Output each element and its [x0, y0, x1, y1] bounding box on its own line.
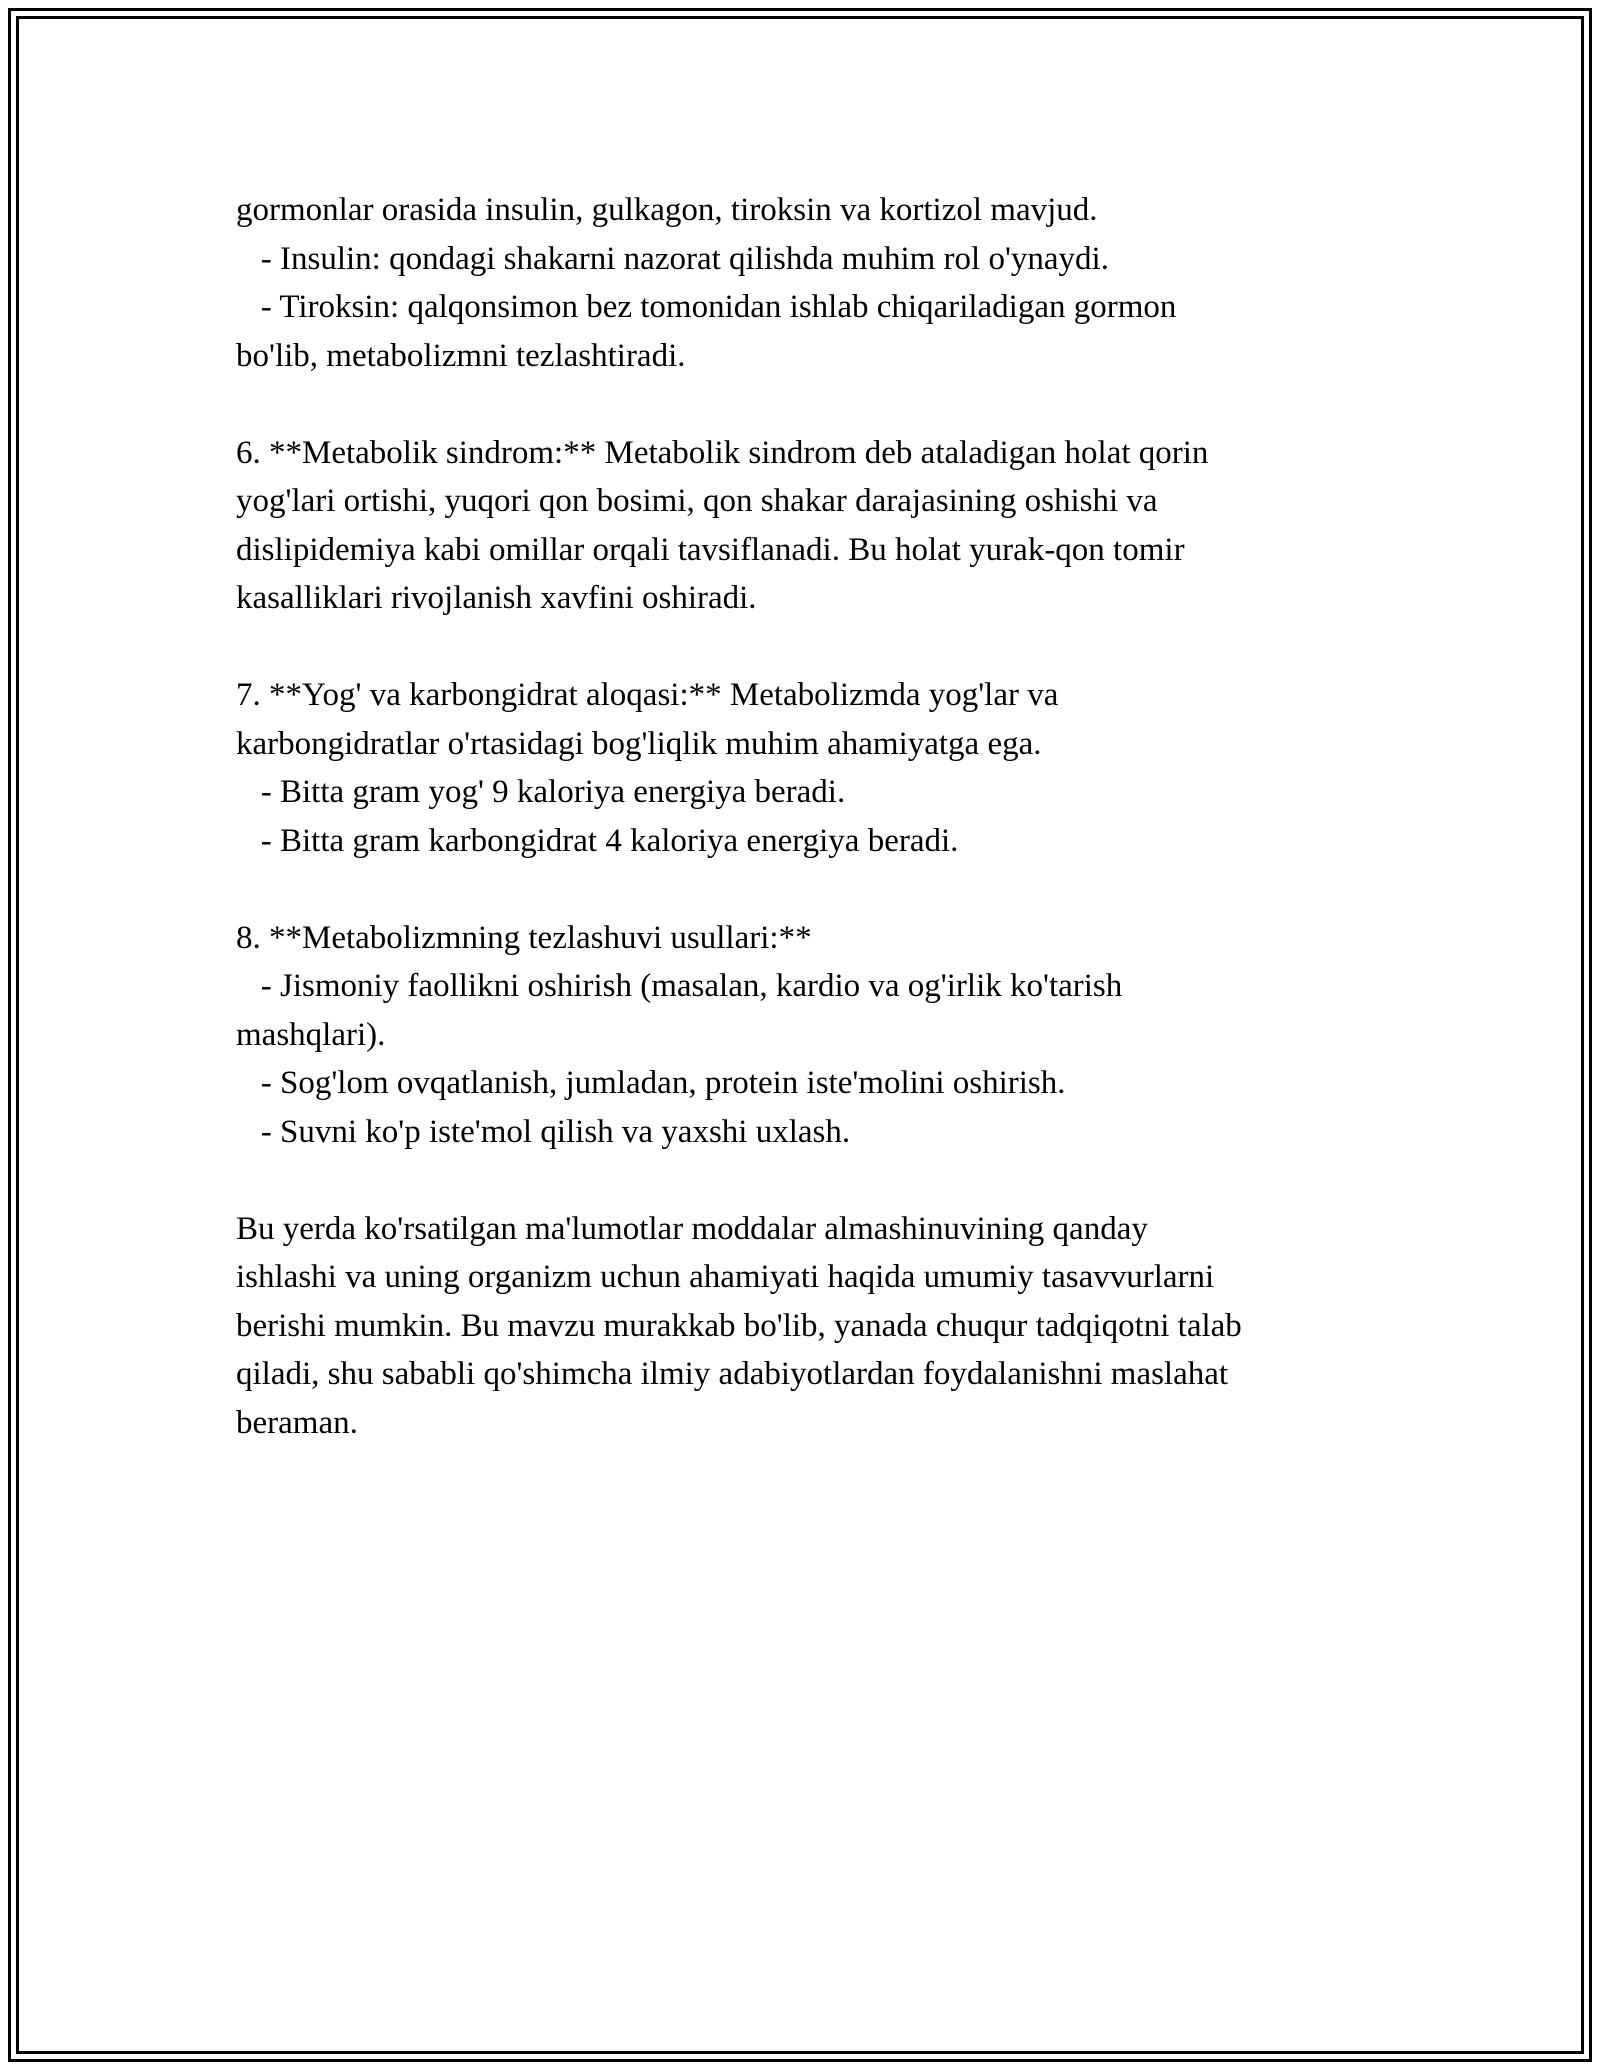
text-line: 8. **Metabolizmning tezlashuvi usullari:** [236, 919, 812, 956]
text-line: - Bitta gram karbongidrat 4 kaloriya energiya beradi. [236, 822, 959, 859]
document-body [236, 186, 1366, 1447]
text-line: - Suvni ko'p iste'mol qilish va yaxshi uxlash. [236, 1113, 851, 1150]
blank-line [236, 865, 1366, 914]
text-line: - Tiroksin: qalqonsimon bez tomonidan ishlab chiqariladigan gormon [236, 289, 1177, 325]
text-line: berishi mumkin. Bu mavzu murakkab bo'lib, yanada chuqur tadqiqotni talab [236, 1307, 1242, 1344]
text-line: - Bitta gram yog' 9 kaloriya energiya beradi. [236, 774, 846, 810]
text-line: 7. **Yog' va karbongidrat aloqasi:** Metabolizmda yog'lar va [236, 677, 1059, 713]
blank-line [236, 1156, 1366, 1205]
text-line: mashqlari). [236, 1016, 386, 1053]
text-line: 6. **Metabolik sindrom:** Metabolik sindrom deb ataladigan holat qorin [236, 434, 1209, 471]
text-line: gormonlar orasida insulin, gulkagon, tiroksin va kortizol mavjud. [236, 192, 1098, 228]
text-line: - Jismoniy faollikni oshirish (masalan, kardio va og'irlik ko'tarish [236, 968, 1123, 1004]
text-line: dislipidemiya kabi omillar orqali tavsiflanadi. Bu holat yurak-qon tomir [236, 531, 1185, 568]
text-line: Bu yerda ko'rsatilgan ma'lumotlar moddalar almashinuvining qanday [236, 1210, 1148, 1247]
text-line: - Insulin: qondagi shakarni nazorat qilishda muhim rol o'ynaydi. [236, 240, 1109, 277]
text-line: kasalliklari rivojlanish xavfini oshiradi. [236, 580, 757, 616]
text-line: beraman. [236, 1404, 358, 1441]
text-line: qiladi, shu sababli qo'shimcha ilmiy adabiyotlardan foydalanishni maslahat [236, 1356, 1229, 1392]
blank-line [236, 380, 1366, 429]
text-line: - Sog'lom ovqatlanish, jumladan, protein iste'molini oshirish. [236, 1065, 1066, 1101]
blank-line [236, 623, 1366, 672]
text-line: karbongidratlar o'rtasidagi bog'liqlik muhim ahamiyatga ega. [236, 725, 1042, 762]
text-line: bo'lib, metabolizmni tezlashtiradi. [236, 337, 686, 374]
text-line: ishlashi va uning organizm uchun ahamiyati haqida umumiy tasavvurlarni [236, 1259, 1215, 1295]
text-line: yog'lari ortishi, yuqori qon bosimi, qon shakar darajasining oshishi va [236, 483, 1158, 519]
